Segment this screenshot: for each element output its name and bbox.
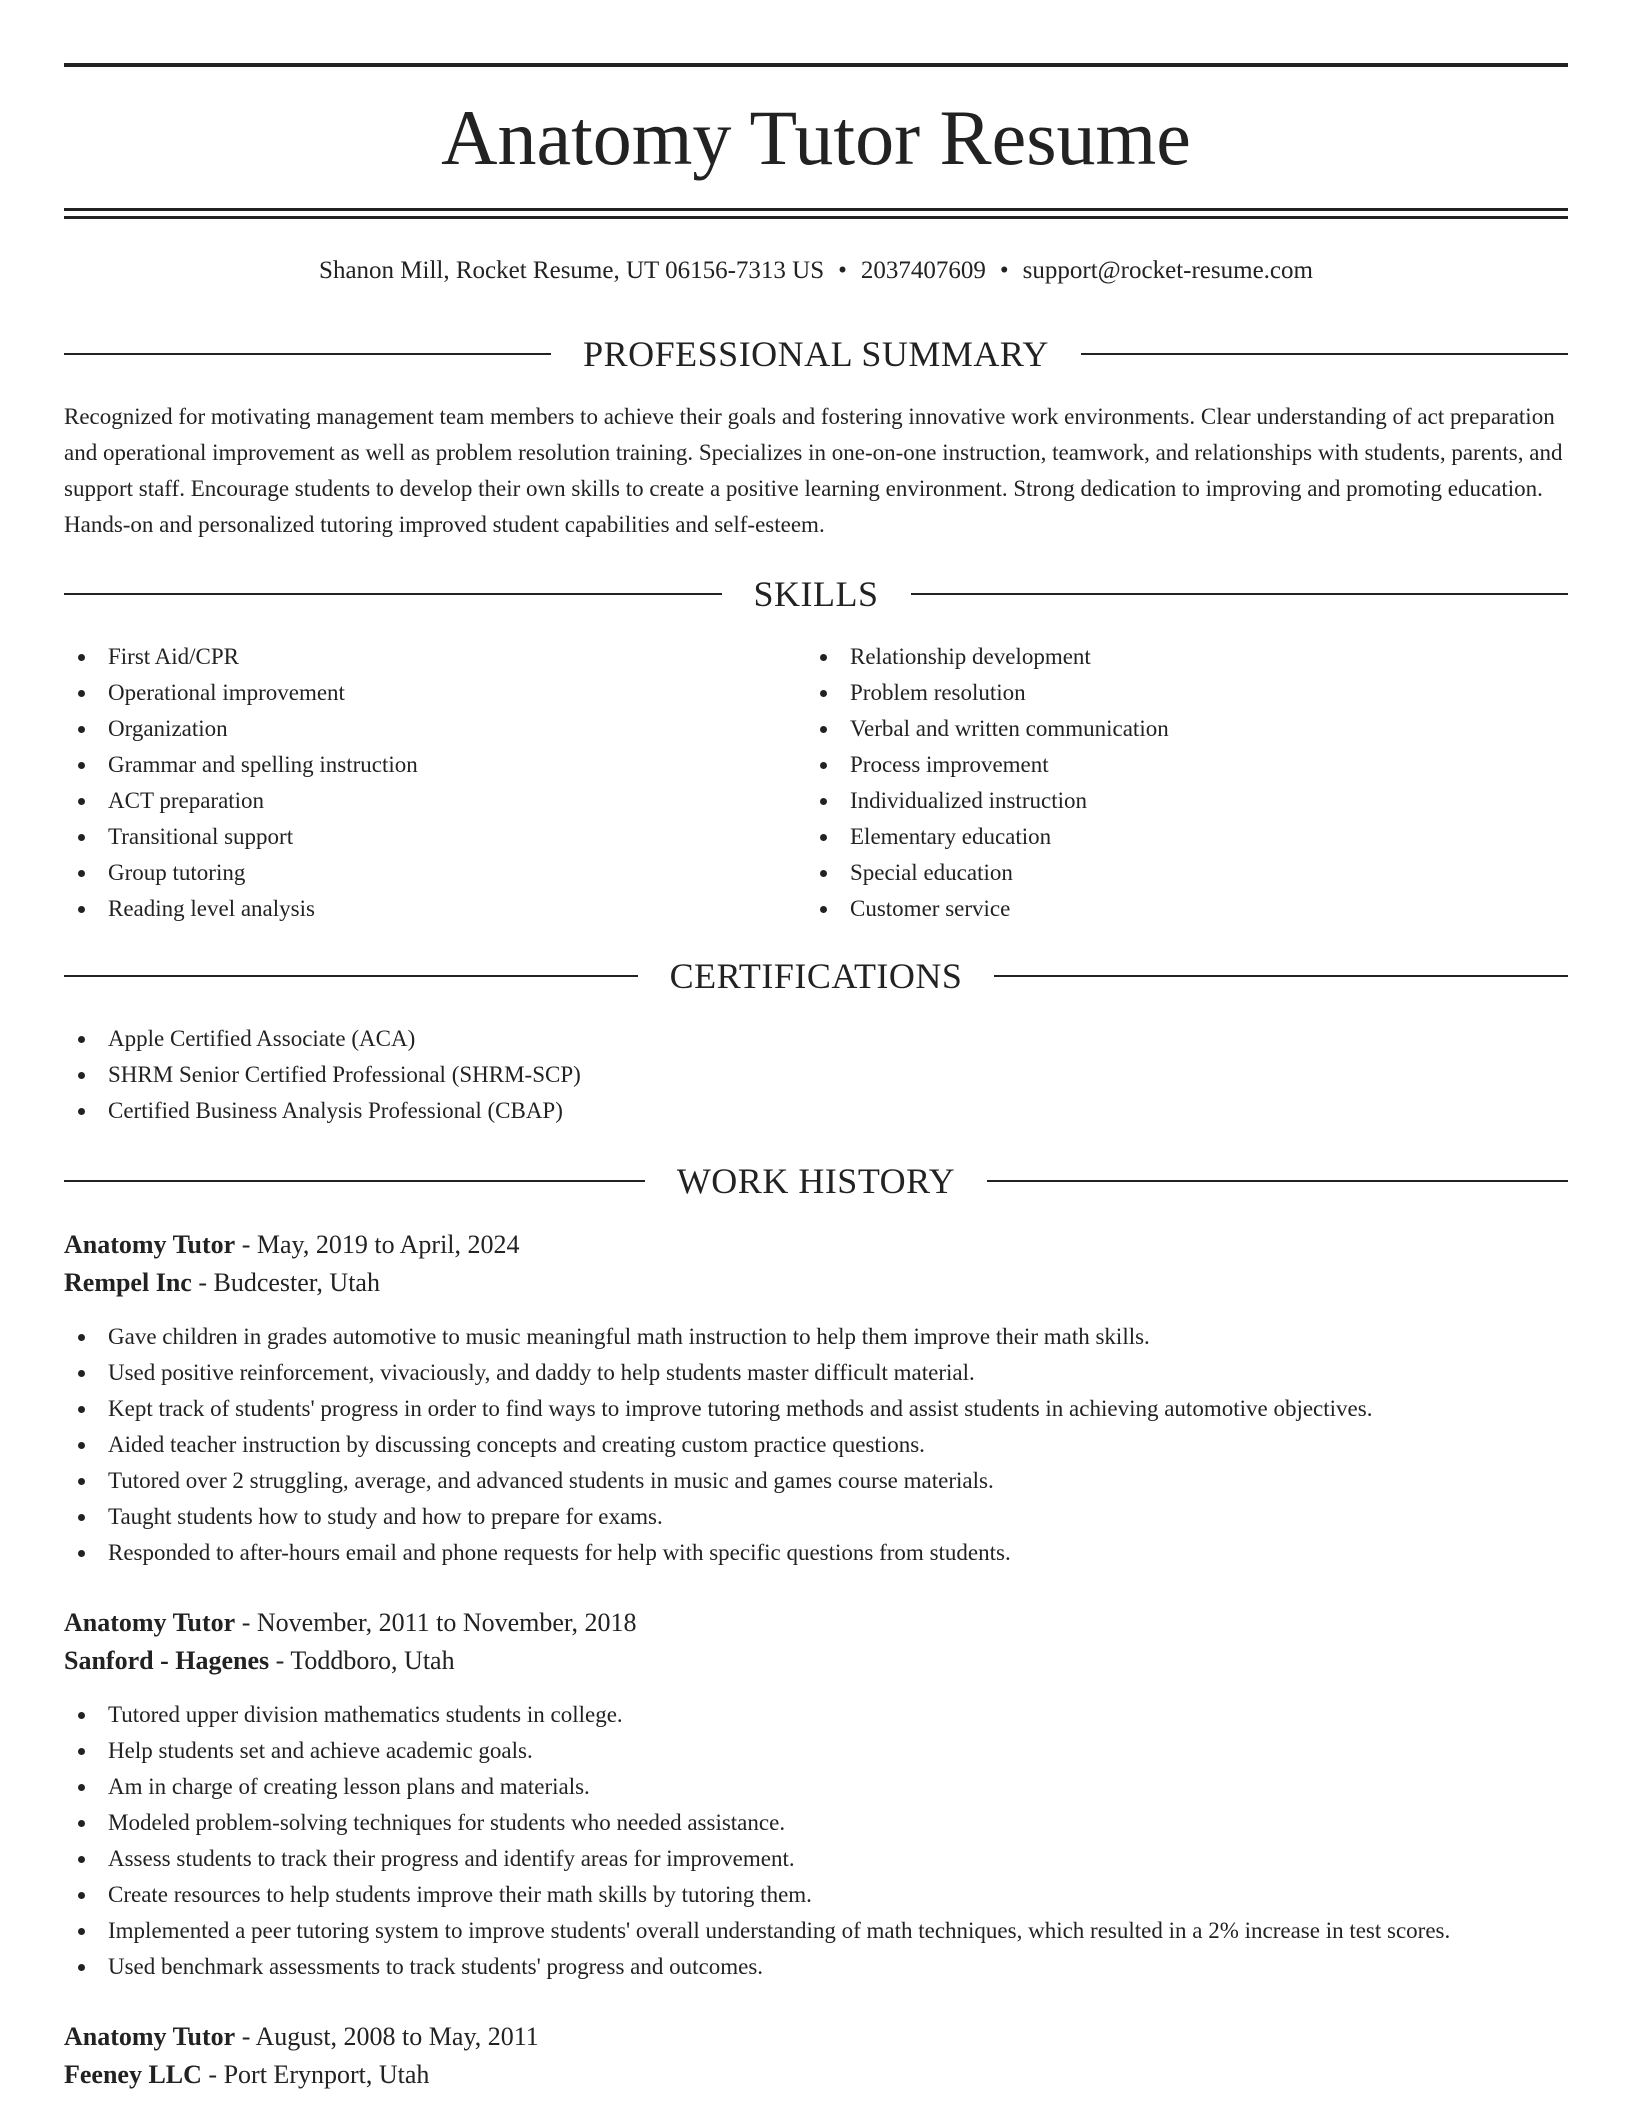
job-dates: May, 2019 to April, 2024: [256, 1230, 520, 1259]
job-bullets: [64, 1697, 1568, 1985]
contact-separator: •: [838, 257, 847, 284]
divider: [1081, 353, 1568, 355]
divider: [994, 975, 1568, 977]
job-bullet: Tutored over 2 struggling, average, and advanced students in music and games course materials.: [64, 1463, 1568, 1499]
divider: [64, 975, 638, 977]
job-company: Feeney LLC: [64, 2060, 202, 2089]
job-heading: Anatomy Tutor - May, 2019 to April, 2024: [64, 1230, 520, 1259]
contact-address: Shanon Mill, Rocket Resume, UT 06156-7313 US: [319, 257, 825, 284]
job-bullet: Taught students how to study and how to prepare for exams.: [64, 1499, 1568, 1535]
certification-item: SHRM Senior Certified Professional (SHRM-SCP): [64, 1057, 1568, 1093]
job-bullet: Help students set and achieve academic goals.: [64, 1733, 1568, 1769]
skill-item: Organization: [64, 711, 804, 747]
skill-item: Relationship development: [806, 639, 1568, 675]
job-bullet: Modeled problem-solving techniques for students who needed assistance.: [64, 1805, 1568, 1841]
job-bullet: Create resources to help students improve their math skills by tutoring them.: [64, 1877, 1568, 1913]
job-entry: [64, 1226, 1568, 1571]
divider: [911, 593, 1569, 595]
job-company: Rempel Inc: [64, 1268, 192, 1297]
skills-list-right: [806, 639, 1568, 927]
job-dates: November, 2011 to November, 2018: [256, 1608, 637, 1637]
skills-section-title: SKILLS: [753, 574, 879, 614]
certification-item: Apple Certified Associate (ACA): [64, 1021, 1568, 1057]
skill-item: Elementary education: [806, 819, 1568, 855]
job-employer: Sanford - Hagenes - Toddboro, Utah: [64, 1646, 455, 1675]
skill-item: Customer service: [806, 891, 1568, 927]
page-title: Anatomy Tutor Resume: [441, 94, 1191, 181]
job-title: Anatomy Tutor: [64, 1608, 236, 1637]
skill-item: Reading level analysis: [64, 891, 804, 927]
skill-item: Problem resolution: [806, 675, 1568, 711]
skill-item: Process improvement: [806, 747, 1568, 783]
job-bullet: Used positive reinforcement, vivaciously, and daddy to help students master difficult material.: [64, 1355, 1568, 1391]
job-heading: Anatomy Tutor - August, 2008 to May, 2011: [64, 2022, 539, 2051]
certifications-section-title: CERTIFICATIONS: [669, 956, 963, 996]
certifications-section-header: [64, 953, 1568, 999]
divider: [64, 593, 722, 595]
job-bullet: Am in charge of creating lesson plans and materials.: [64, 1769, 1568, 1805]
professional-summary: Recognized for motivating management team members to achieve their goals and fostering innovative work environments. Clear understanding of act preparation and operational improvement as well as problem resolution training. Specializes in one-on-one instruction, teamwork, and relationships with students, parents, and support staff. Encourage students to develop their own skills to create a positive learning environment. Strong dedication to improving and promoting education. Hands-on and personalized tutoring improved student capabilities and self-esteem.: [64, 404, 1563, 537]
title-rule-lower: [64, 216, 1568, 219]
job-company: Sanford - Hagenes: [64, 1646, 270, 1675]
skill-item: Individualized instruction: [806, 783, 1568, 819]
contact-separator: •: [999, 257, 1009, 284]
job-bullet: Responded to after-hours email and phone requests for help with specific questions from students.: [64, 1535, 1568, 1571]
job-heading: Anatomy Tutor - November, 2011 to November, 2018: [64, 1608, 637, 1637]
skill-item: Transitional support: [64, 819, 804, 855]
job-employer: Feeney LLC - Port Erynport, Utah: [64, 2060, 430, 2089]
contact-email: support@rocket-resume.com: [1022, 257, 1313, 284]
work-history-section-header: [64, 1158, 1568, 1204]
job-location: Budcester, Utah: [213, 1268, 380, 1297]
job-bullet: Assess students to track their progress and identify areas for improvement.: [64, 1841, 1568, 1877]
job-bullets: [64, 1319, 1568, 1571]
job-title: Anatomy Tutor: [64, 2022, 236, 2051]
job-bullet: Gave children in grades automotive to music meaningful math instruction to help them improve their math skills.: [64, 1319, 1568, 1355]
job-location: Port Erynport, Utah: [223, 2060, 430, 2089]
skills-section-header: [64, 571, 1568, 617]
job-employer: Rempel Inc - Budcester, Utah: [64, 1268, 380, 1297]
contact-phone: 2037407609: [860, 257, 986, 284]
title-rule-upper: [64, 208, 1568, 211]
skill-item: First Aid/CPR: [64, 639, 804, 675]
top-rule: [64, 63, 1568, 67]
skills-list-left: [64, 639, 804, 927]
skill-item: Special education: [806, 855, 1568, 891]
certification-item: Certified Business Analysis Professional (CBAP): [64, 1093, 1568, 1129]
summary-section-title: PROFESSIONAL SUMMARY: [583, 334, 1049, 374]
job-title: Anatomy Tutor: [64, 1230, 236, 1259]
job-bullet: Implemented a peer tutoring system to improve students' overall understanding of math techniques, which resulted in a 2% increase in test scores.: [64, 1913, 1568, 1949]
certifications-list: [64, 1021, 1568, 1129]
job-location: Toddboro, Utah: [290, 1646, 455, 1675]
skill-item: Verbal and written communication: [806, 711, 1568, 747]
skill-item: Operational improvement: [64, 675, 804, 711]
contact-line: [64, 253, 1568, 289]
work-history-section-title: WORK HISTORY: [676, 1161, 956, 1201]
job-dates: August, 2008 to May, 2011: [255, 2022, 539, 2051]
summary-section-header: [64, 331, 1568, 377]
job-entry: [64, 2018, 1568, 2094]
job-bullet: Tutored upper division mathematics students in college.: [64, 1697, 1568, 1733]
divider: [64, 1180, 645, 1182]
divider: [987, 1180, 1568, 1182]
skill-item: Grammar and spelling instruction: [64, 747, 804, 783]
skill-item: ACT preparation: [64, 783, 804, 819]
skill-item: Group tutoring: [64, 855, 804, 891]
job-bullet: Used benchmark assessments to track students' progress and outcomes.: [64, 1949, 1568, 1985]
divider: [64, 353, 551, 355]
job-bullet: Kept track of students' progress in order to find ways to improve tutoring methods and assist students in achieving automotive objectives.: [64, 1391, 1568, 1427]
job-bullet: Aided teacher instruction by discussing concepts and creating custom practice questions.: [64, 1427, 1568, 1463]
job-entry: [64, 1604, 1568, 1985]
